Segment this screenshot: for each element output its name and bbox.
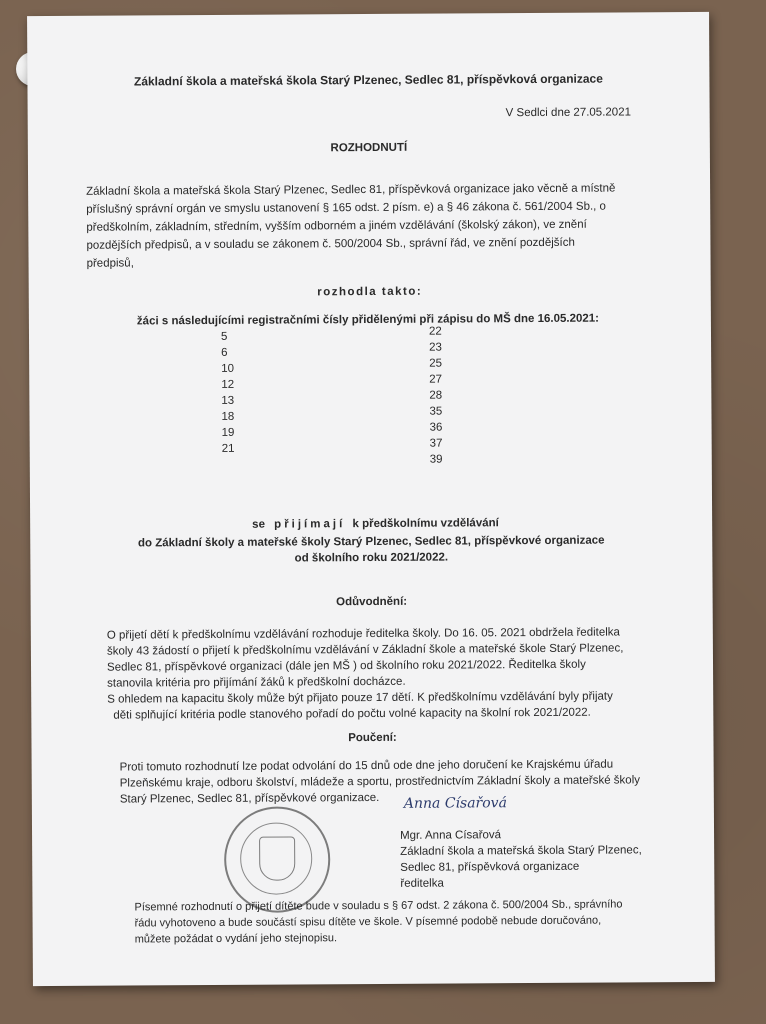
intro-line: předpisů,: [86, 257, 134, 270]
admission-prefix: se: [252, 518, 265, 531]
registration-number: 21: [221, 442, 235, 455]
admission-verb: přijímají: [274, 518, 346, 531]
coat-of-arms-icon: [259, 836, 295, 880]
justification-line: děti splňující kritéria podle stanového pořadí do počtu volné kapacity na školní rok 2021/2022.: [113, 706, 591, 722]
registration-number: 39: [429, 453, 443, 466]
signatory-role: ředitelka: [400, 877, 444, 890]
justification-line: S ohledem na kapacitu školy může být přijato pouze 17 dětí. K předškolnímu vzdělávání byly přijaty: [107, 690, 613, 706]
admission-line-1: [252, 515, 499, 533]
footer-line: můžete požádat o vydání jeho stejnopisu.: [134, 932, 338, 946]
registration-number: 25: [429, 357, 443, 370]
registration-number: 19: [221, 426, 235, 439]
admission-line-2: do Základní školy a mateřské školy Starý Plzenec, Sedlec 81, příspěvkové organizace: [137, 534, 605, 550]
handwritten-signature: Anna Císařová: [403, 795, 507, 812]
registration-number: 5: [220, 330, 228, 343]
instruction-heading: Poučení:: [348, 731, 397, 745]
instruction-line: Proti tomuto rozhodnutí lze podat odvolání do 15 dnů ode dne jeho doručení ke Krajskému úřadu: [119, 758, 614, 774]
admission-rest: k předškolnímu vzdělávání: [352, 517, 499, 531]
instruction-line: Plzeňskému kraje, odboru školství, mládeže a sportu, prostřednictvím Základní školy a mateřské školy: [119, 774, 641, 790]
registration-number: 12: [221, 378, 235, 391]
admission-line-3: od školního roku 2021/2022.: [294, 551, 449, 565]
registration-number: 36: [429, 421, 443, 434]
official-stamp: [224, 806, 331, 913]
intro-line: pozdějších předpisů, a v souladu se zákonem č. 500/2004 Sb., správní řád, ve znění pozdějších: [86, 236, 575, 252]
signatory-name: Mgr. Anna Císařová: [400, 829, 502, 842]
registration-heading: žáci s následujícími registračními čísly přidělenými při zápisu do MŠ dne 16.05.2021:: [136, 312, 600, 328]
justification-line: O přijetí dětí k předškolnímu vzdělávání rozhoduje ředitelka školy. Do 16. 05. 2021 obdržela ředitelka: [106, 626, 620, 642]
registration-number: 23: [429, 341, 442, 354]
registration-number: 10: [221, 362, 235, 375]
document-title: ROZHODNUTÍ: [330, 141, 408, 155]
registration-number: 13: [221, 394, 235, 407]
school-header: Základní škola a mateřská škola Starý Plzenec, Sedlec 81, příspěvková organizace: [133, 71, 603, 89]
justification-line: stanovila kritéria pro přijímání žáků k předškolní docházce.: [107, 675, 406, 690]
instruction-line: Starý Plzenec, Sedlec 81, příspěvkové organizace.: [119, 791, 380, 806]
registration-number: 28: [429, 389, 443, 402]
registration-number: 37: [429, 437, 443, 450]
registration-number: 6: [221, 346, 228, 359]
footer-line: Písemné rozhodnutí o přijetí dítěte bude v souladu s § 67 odst. 2 zákona č. 500/2004 Sb., správního: [134, 898, 623, 914]
registration-number: 18: [221, 410, 235, 423]
intro-line: Základní škola a mateřská škola Starý Plzenec, Sedlec 81, příspěvková organizace jako věcně a místně: [86, 182, 616, 198]
footer-line: řádu vyhotoveno a bude součástí spisu dítěte ve škole. V písemné podobě nebude doručováno,: [134, 914, 602, 930]
decision-document: [27, 12, 715, 986]
registration-number: 22: [428, 325, 442, 338]
registration-number: 27: [429, 373, 443, 386]
decided-line: rozhodla takto:: [317, 285, 423, 299]
intro-line: příslušný správní orgán ve smyslu ustanovení § 165 odst. 2 písm. e) a § 46 zákona č. 561/2004 Sb., o: [86, 200, 606, 216]
date-line: V Sedlci dne 27.05.2021: [505, 106, 632, 120]
signatory-org-1: Základní škola a mateřská škola Starý Plzenec,: [400, 844, 642, 858]
signatory-org-2: Sedlec 81, příspěvková organizace: [400, 860, 580, 874]
justification-line: Sedlec 81, příspěvkové organizaci (dále jen MŠ ) od školního roku 2021/2022. Ředitelka školy: [106, 658, 586, 674]
intro-line: předškolním, základním, středním, vyšším odborném a jiném vzdělávání (školský zákon), ve znění: [86, 218, 587, 234]
registration-number: 35: [429, 405, 443, 418]
justification-line: školy 43 žádostí o přijetí k předškolnímu vzdělávání v Základní škole a mateřské škole Starý Plzenec,: [106, 642, 624, 658]
justification-heading: Odůvodnění:: [336, 595, 408, 609]
